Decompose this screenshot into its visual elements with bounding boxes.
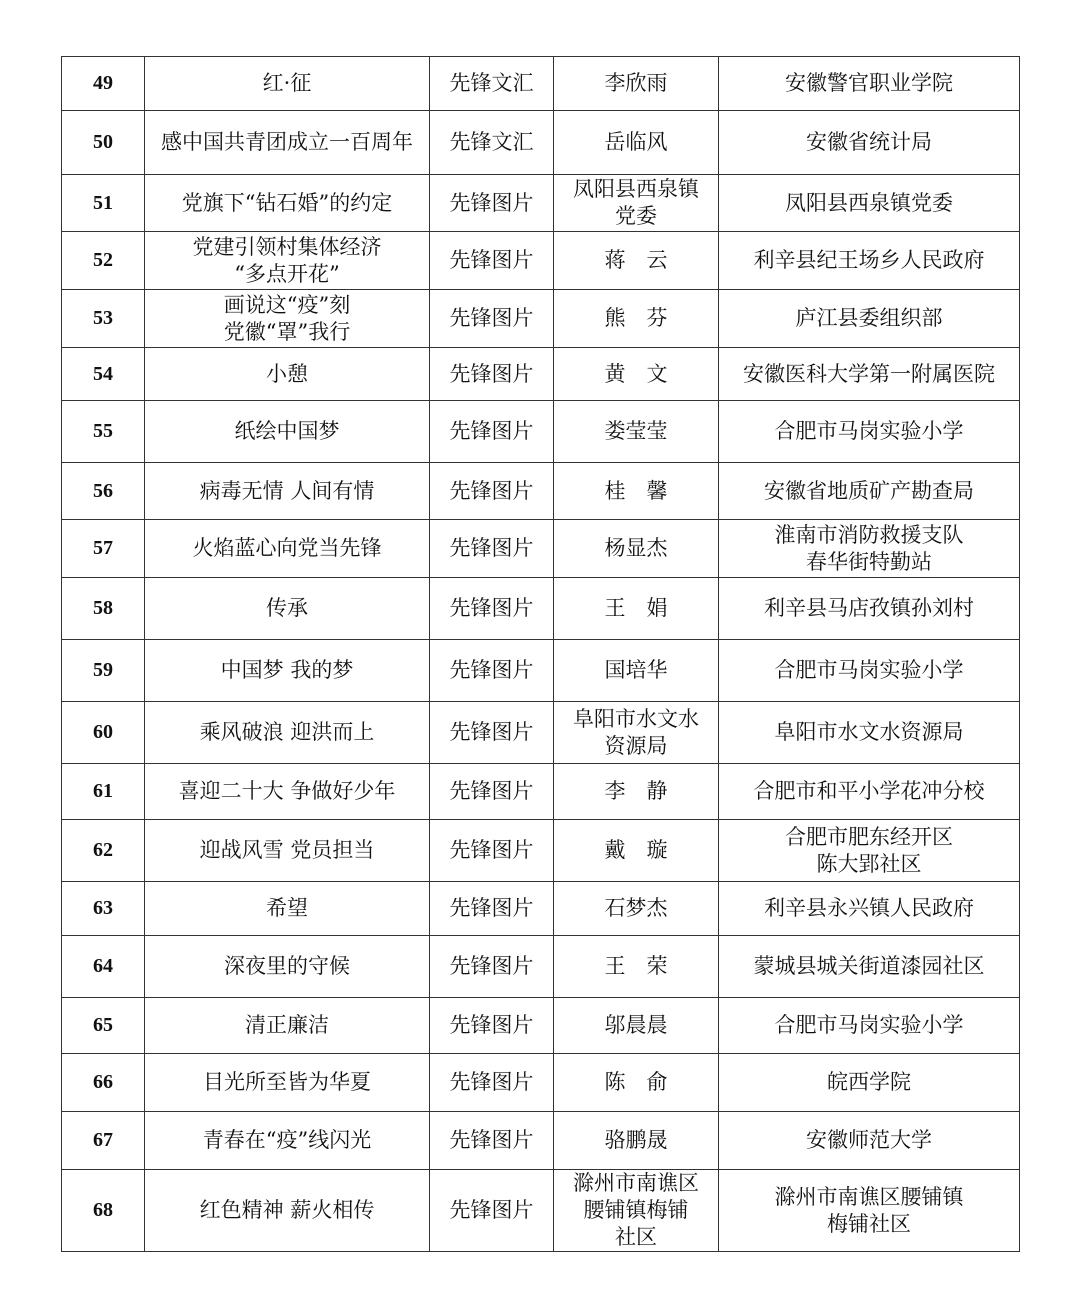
- table-row: [62, 764, 1020, 820]
- number-cell: 51: [62, 175, 145, 232]
- author-cell: 黄 文: [554, 348, 719, 401]
- author-cell: 娄莹莹: [554, 401, 719, 463]
- number-cell: 67: [62, 1112, 145, 1170]
- author-cell: 王 荣: [554, 936, 719, 998]
- number-cell: 49: [62, 57, 145, 111]
- category-cell: 先锋图片: [430, 1112, 554, 1170]
- table-row: [62, 520, 1020, 578]
- number-cell: 56: [62, 463, 145, 520]
- title-cell: 传承: [145, 578, 430, 640]
- title-cell: 党建引领村集体经济 “多点开花”: [145, 232, 430, 290]
- number-cell: 53: [62, 290, 145, 348]
- author-cell: 杨显杰: [554, 520, 719, 578]
- unit-cell: 安徽省统计局: [719, 111, 1020, 175]
- number-cell: 50: [62, 111, 145, 175]
- author-cell: 阜阳市水文水 资源局: [554, 702, 719, 764]
- table-body: [62, 57, 1020, 1252]
- author-cell: 国培华: [554, 640, 719, 702]
- unit-cell: 合肥市马岗实验小学: [719, 640, 1020, 702]
- author-cell: 邬晨晨: [554, 998, 719, 1054]
- number-cell: 54: [62, 348, 145, 401]
- unit-cell: 利辛县马店孜镇孙刘村: [719, 578, 1020, 640]
- table-row: [62, 640, 1020, 702]
- unit-cell: 安徽省地质矿产勘查局: [719, 463, 1020, 520]
- number-cell: 52: [62, 232, 145, 290]
- category-cell: 先锋图片: [430, 936, 554, 998]
- table-row: [62, 463, 1020, 520]
- unit-cell: 安徽警官职业学院: [719, 57, 1020, 111]
- unit-cell: 凤阳县西泉镇党委: [719, 175, 1020, 232]
- unit-cell: 合肥市和平小学花冲分校: [719, 764, 1020, 820]
- author-cell: 滁州市南谯区 腰铺镇梅铺 社区: [554, 1170, 719, 1252]
- title-cell: 火焰蓝心向党当先锋: [145, 520, 430, 578]
- category-cell: 先锋图片: [430, 1170, 554, 1252]
- author-cell: 戴 璇: [554, 820, 719, 882]
- table-row: [62, 578, 1020, 640]
- category-cell: 先锋图片: [430, 1054, 554, 1112]
- title-cell: 希望: [145, 882, 430, 936]
- title-cell: 感中国共青团成立一百周年: [145, 111, 430, 175]
- unit-cell: 合肥市肥东经开区 陈大郢社区: [719, 820, 1020, 882]
- category-cell: 先锋图片: [430, 520, 554, 578]
- category-cell: 先锋图片: [430, 820, 554, 882]
- table-row: [62, 57, 1020, 111]
- number-cell: 66: [62, 1054, 145, 1112]
- title-cell: 深夜里的守候: [145, 936, 430, 998]
- title-cell: 目光所至皆为华夏: [145, 1054, 430, 1112]
- category-cell: 先锋图片: [430, 401, 554, 463]
- author-cell: 蒋 云: [554, 232, 719, 290]
- title-cell: 迎战风雪 党员担当: [145, 820, 430, 882]
- table-row: [62, 936, 1020, 998]
- category-cell: 先锋图片: [430, 348, 554, 401]
- category-cell: 先锋图片: [430, 578, 554, 640]
- unit-cell: 合肥市马岗实验小学: [719, 401, 1020, 463]
- unit-cell: 庐江县委组织部: [719, 290, 1020, 348]
- table-row: [62, 401, 1020, 463]
- unit-cell: 滁州市南谯区腰铺镇 梅铺社区: [719, 1170, 1020, 1252]
- number-cell: 61: [62, 764, 145, 820]
- table-row: [62, 820, 1020, 882]
- title-cell: 乘风破浪 迎洪而上: [145, 702, 430, 764]
- number-cell: 65: [62, 998, 145, 1054]
- category-cell: 先锋图片: [430, 232, 554, 290]
- unit-cell: 利辛县永兴镇人民政府: [719, 882, 1020, 936]
- author-cell: 熊 芬: [554, 290, 719, 348]
- unit-cell: 利辛县纪王场乡人民政府: [719, 232, 1020, 290]
- awards-table: [61, 56, 1020, 1252]
- category-cell: 先锋图片: [430, 764, 554, 820]
- number-cell: 57: [62, 520, 145, 578]
- author-cell: 凤阳县西泉镇 党委: [554, 175, 719, 232]
- title-cell: 红·征: [145, 57, 430, 111]
- number-cell: 60: [62, 702, 145, 764]
- table-row: [62, 348, 1020, 401]
- category-cell: 先锋图片: [430, 175, 554, 232]
- author-cell: 石梦杰: [554, 882, 719, 936]
- author-cell: 骆鹏晟: [554, 1112, 719, 1170]
- title-cell: 红色精神 薪火相传: [145, 1170, 430, 1252]
- author-cell: 李欣雨: [554, 57, 719, 111]
- table-row: [62, 232, 1020, 290]
- unit-cell: 皖西学院: [719, 1054, 1020, 1112]
- title-cell: 党旗下“钻石婚”的约定: [145, 175, 430, 232]
- category-cell: 先锋图片: [430, 463, 554, 520]
- table-row: [62, 702, 1020, 764]
- category-cell: 先锋图片: [430, 702, 554, 764]
- author-cell: 陈 俞: [554, 1054, 719, 1112]
- category-cell: 先锋文汇: [430, 57, 554, 111]
- category-cell: 先锋图片: [430, 290, 554, 348]
- category-cell: 先锋图片: [430, 640, 554, 702]
- category-cell: 先锋图片: [430, 882, 554, 936]
- category-cell: 先锋图片: [430, 998, 554, 1054]
- number-cell: 58: [62, 578, 145, 640]
- unit-cell: 淮南市消防救援支队 春华街特勤站: [719, 520, 1020, 578]
- unit-cell: 安徽医科大学第一附属医院: [719, 348, 1020, 401]
- title-cell: 中国梦 我的梦: [145, 640, 430, 702]
- category-cell: 先锋文汇: [430, 111, 554, 175]
- title-cell: 青春在“疫”线闪光: [145, 1112, 430, 1170]
- number-cell: 59: [62, 640, 145, 702]
- table-row: [62, 290, 1020, 348]
- number-cell: 55: [62, 401, 145, 463]
- title-cell: 画说这“疫”刻 党徽“罩”我行: [145, 290, 430, 348]
- table-row: [62, 1170, 1020, 1252]
- title-cell: 病毒无情 人间有情: [145, 463, 430, 520]
- table-row: [62, 111, 1020, 175]
- table-row: [62, 1112, 1020, 1170]
- unit-cell: 蒙城县城关街道漆园社区: [719, 936, 1020, 998]
- table-row: [62, 1054, 1020, 1112]
- number-cell: 63: [62, 882, 145, 936]
- table-row: [62, 998, 1020, 1054]
- table-row: [62, 882, 1020, 936]
- number-cell: 68: [62, 1170, 145, 1252]
- author-cell: 王 娟: [554, 578, 719, 640]
- title-cell: 纸绘中国梦: [145, 401, 430, 463]
- author-cell: 桂 馨: [554, 463, 719, 520]
- number-cell: 62: [62, 820, 145, 882]
- unit-cell: 合肥市马岗实验小学: [719, 998, 1020, 1054]
- author-cell: 岳临风: [554, 111, 719, 175]
- title-cell: 清正廉洁: [145, 998, 430, 1054]
- unit-cell: 阜阳市水文水资源局: [719, 702, 1020, 764]
- title-cell: 喜迎二十大 争做好少年: [145, 764, 430, 820]
- title-cell: 小憩: [145, 348, 430, 401]
- unit-cell: 安徽师范大学: [719, 1112, 1020, 1170]
- number-cell: 64: [62, 936, 145, 998]
- author-cell: 李 静: [554, 764, 719, 820]
- table-row: [62, 175, 1020, 232]
